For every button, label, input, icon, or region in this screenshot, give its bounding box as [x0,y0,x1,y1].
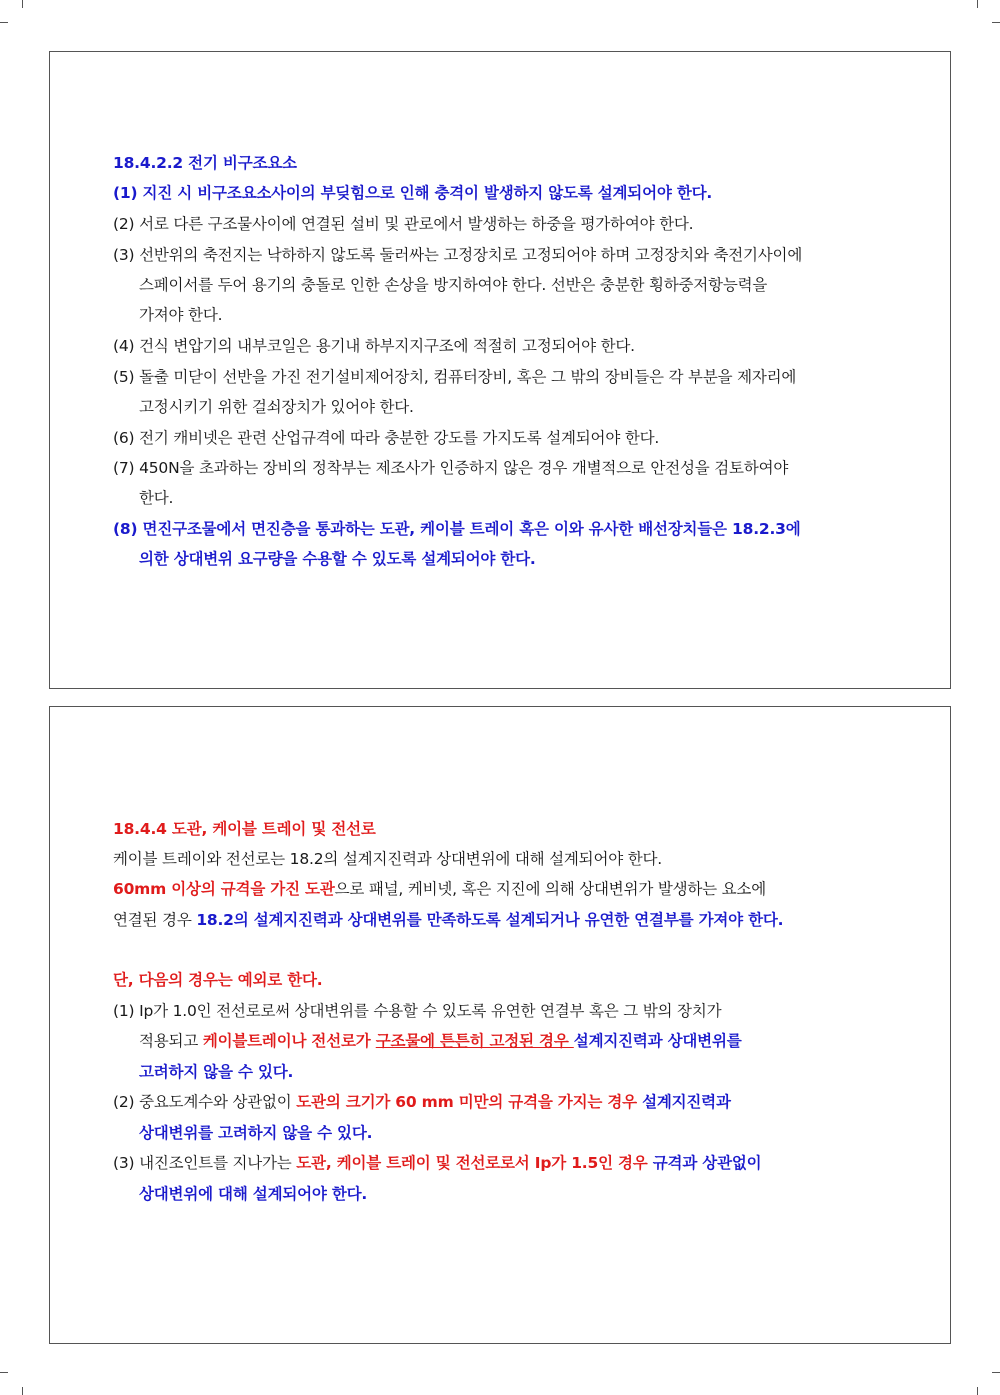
exception-1-cont [139,1031,742,1051]
section-title: 18.4.2.2 전기 비구조요소 [113,154,297,172]
section-title: 18.4.4 도관, 케이블 트레이 및 전선로 [113,820,376,838]
item-3: (3) 선반위의 축전지는 낙하하지 않도록 둘러싸는 고정장치로 고정되어야 하며 고정장치와 축전기사이에 [113,246,803,264]
item-5: (5) 돌출 미닫이 선반을 가진 전기설비제어장치, 컴퓨터장비, 혹은 그 밖의 장비들은 각 부분을 제자리에 [113,368,797,386]
plain-text: 적용되고 [139,1032,203,1050]
highlight-red-underlined: 구조물에 튼튼히 고정된 경우 [375,1032,574,1050]
plain-text: (2) 중요도계수와 상관없이 [113,1093,297,1111]
crop-mark [0,22,8,23]
exception-1: (1) Ip가 1.0인 전선로로써 상대변위를 수용할 수 있도록 유연한 연결부 혹은 그 밖의 장치가 [113,1002,722,1020]
item-2: (2) 서로 다른 구조물사이에 연결된 설비 및 관로에서 발생하는 하중을 평가하여야 한다. [113,215,694,233]
item-7-cont: 한다. [139,489,174,507]
intro-text: 케이블 트레이와 전선로는 18.2의 설계지진력과 상대변위에 대해 설계되어야 한다. [113,850,662,868]
highlight-blue: 규격과 상관없이 [652,1154,762,1172]
exception-3-cont: 상대변위에 대해 설계되어야 한다. [139,1185,368,1203]
highlight-red: 도관, 케이블 트레이 및 전선로로서 Ip가 1.5인 경우 [296,1154,653,1172]
crop-mark [992,1372,1000,1373]
exception-2-cont: 상대변위를 고려하지 않을 수 있다. [139,1124,373,1142]
highlight-red: 케이블트레이나 전선로가 [202,1032,376,1050]
highlight-blue: 설계지진력과 [642,1093,731,1111]
item-8-cont: 의한 상대변위 요구량을 수용할 수 있도록 설계되어야 한다. [139,550,536,568]
plain-text: 연결된 경우 [113,911,197,929]
highlight-red: 60mm 이상의 규격을 가진 도관 [113,880,335,898]
crop-mark [977,0,978,8]
crop-mark [0,1372,8,1373]
crop-mark [22,0,23,8]
highlight-blue: 설계지진력과 상대변위를 [573,1032,742,1050]
item-3-cont: 가져야 한다. [139,306,223,324]
item-5-cont: 고정시키기 위한 걸쇠장치가 있어야 한다. [139,398,414,416]
plain-text: 으로 패널, 케비넷, 혹은 지진에 의해 상대변위가 발생하는 요소에 [334,880,766,898]
item-7: (7) 450N을 초과하는 장비의 정착부는 제조사가 인증하지 않은 경우 개별적으로 안전성을 검토하여야 [113,459,789,477]
slide-panel-conduit [49,706,951,1344]
exception-2 [113,1092,731,1112]
item-8: (8) 면진구조물에서 면진층을 통과하는 도관, 케이블 트레이 혹은 이와 유사한 배선장치들은 18.2.3에 [113,520,801,538]
item-3-cont: 스페이서를 두어 용기의 충돌로 인한 손상을 방지하여야 한다. 선반은 충분한 횡하중저항능력을 [139,276,768,294]
highlight-red: 도관의 크기가 60 mm 미만의 규격을 가지는 경우 [296,1093,643,1111]
item-6: (6) 전기 캐비넷은 관련 산업규격에 따라 충분한 강도를 가지도록 설계되어야 한다. [113,429,660,447]
exception-3 [113,1153,761,1173]
paragraph-line [113,879,766,899]
item-1: (1) 지진 시 비구조요소사이의 부딪힘으로 인해 충격이 발생하지 않도록 설계되어야 한다. [113,184,713,202]
item-4: (4) 건식 변압기의 내부코일은 용기내 하부지지구조에 적절히 고정되어야 한다. [113,337,635,355]
crop-mark [992,22,1000,23]
crop-mark [977,1387,978,1395]
exception-title: 단, 다음의 경우는 예외로 한다. [113,971,323,989]
slide-panel-electrical [49,51,951,689]
paragraph-line [113,910,783,930]
highlight-blue: 18.2의 설계지진력과 상대변위를 만족하도록 설계되거나 유연한 연결부를 가져야 한다. [196,911,784,929]
crop-mark [22,1387,23,1395]
exception-1-cont: 고려하지 않을 수 있다. [139,1063,294,1081]
plain-text: (3) 내진조인트를 지나가는 [113,1154,297,1172]
